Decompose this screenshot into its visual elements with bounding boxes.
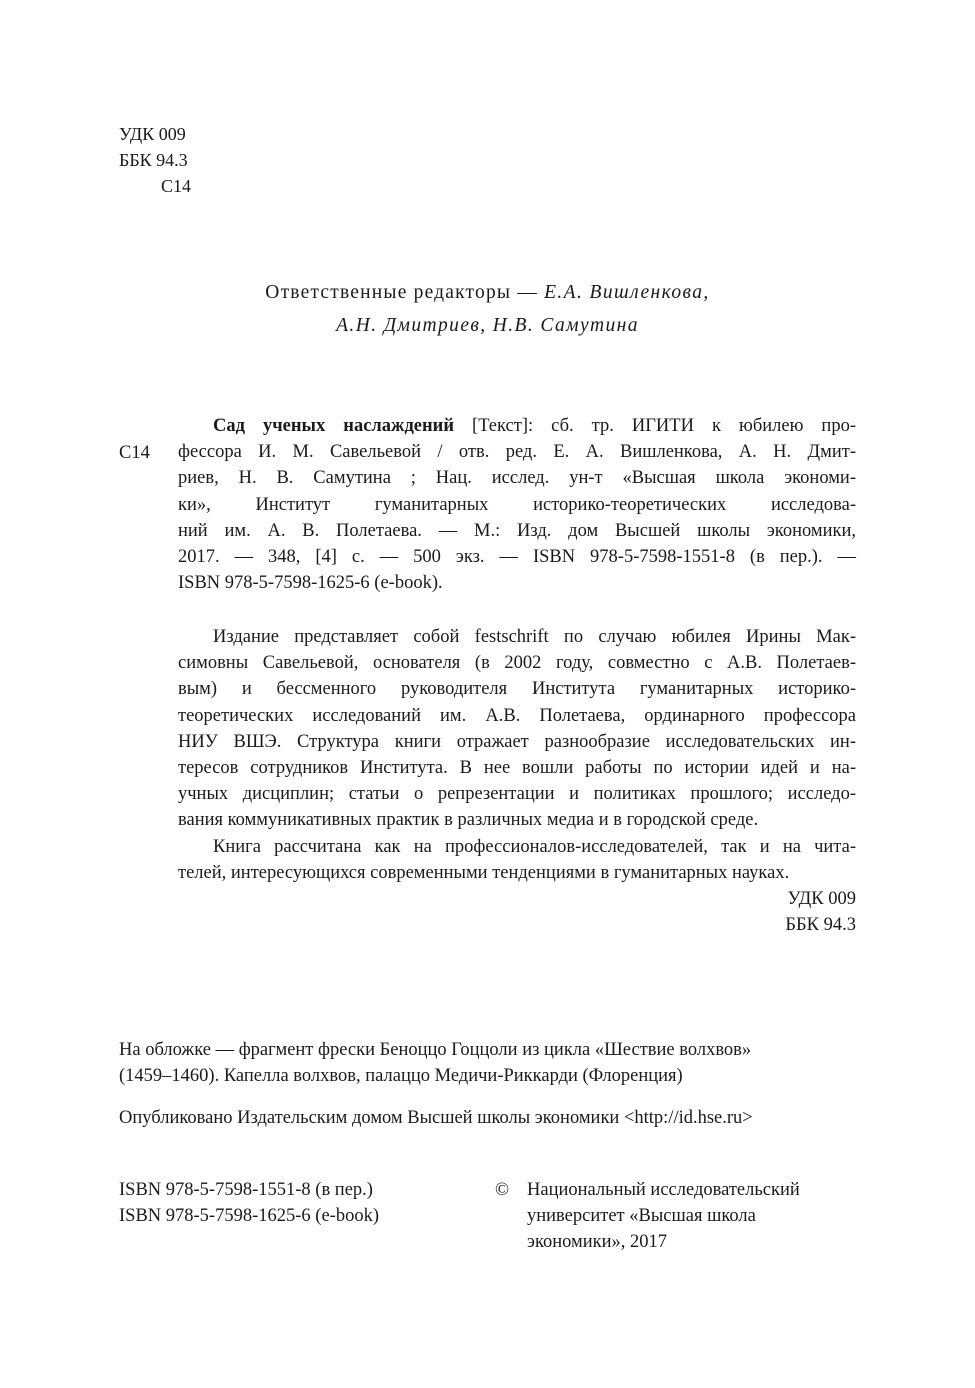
editors-label: Ответственные редакторы —	[265, 282, 545, 303]
udk-code: УДК 009	[119, 124, 186, 144]
editors-names-2: А.Н. Дмитриев, Н.В. Самутина	[336, 315, 639, 336]
annotation-line: Издание представляет собой festschrift по случаю юбилея Ирины Мак-	[213, 627, 856, 647]
annotation-line: вания коммуникативных практик в различных медиа и в городской среде.	[178, 810, 759, 831]
biblio-line: ний им. А. В. Полетаева. — М.: Изд. дом Высшей школы экономики,	[178, 520, 856, 541]
biblio-line: ISBN 978-5-7598-1625-6 (e-book).	[178, 573, 443, 594]
biblio-side-mark: С14	[119, 443, 150, 463]
annotation-line: теоретических исследований им. А.В. Полетаева, ординарного профессора	[178, 705, 856, 726]
isbn-print: ISBN 978-5-7598-1551-8 (в пер.)	[119, 1180, 373, 1200]
editors-line-1	[0, 276, 975, 309]
isbn-block	[119, 1177, 379, 1229]
book-title: Сад ученых наслаждений	[213, 416, 454, 436]
udk-code: УДК 009	[787, 889, 856, 909]
copyright-line: экономики», 2017	[527, 1232, 668, 1252]
annotation-line: Книга рассчитана как на профессионалов-исследователей, так и на чита-	[213, 836, 856, 857]
copyright-line: Национальный исследовательский	[527, 1180, 800, 1200]
biblio-line: 2017. — 348, [4] с. — 500 экз. — ISBN 978-5-7598-1551-8 (в пер.). —	[178, 547, 856, 568]
bbk-code: ББК 94.3	[119, 150, 188, 170]
biblio-line: риев, Н. В. Самутина ; Нац. исслед. ун-т «Высшая школа экономи-	[178, 468, 856, 489]
annotation	[178, 624, 856, 886]
cover-note	[119, 1037, 751, 1089]
biblio-line: Сад ученых наслаждений [Текст]: сб. тр. ИГИТИ к юбилею про-	[213, 416, 856, 436]
copyright-block	[495, 1177, 800, 1255]
bibliographic-description	[178, 413, 856, 596]
editors-block	[0, 276, 975, 342]
annotation-line: телей, интересующихся современными тенденциями в гуманитарных науках.	[178, 862, 790, 883]
biblio-line: ки», Институт гуманитарных историко-теоретических исследова-	[178, 494, 856, 515]
editors-line-2	[0, 309, 975, 342]
copyright-line: университет «Высшая школа	[527, 1206, 756, 1226]
biblio-line: фессора И. М. Савельевой / отв. ред. Е. А. Вишленкова, А. Н. Дмит-	[178, 442, 856, 463]
top-classification-codes	[119, 121, 191, 199]
copyright-holder	[527, 1177, 800, 1255]
annotation-line: НИУ ВШЭ. Структура книги отражает разнообразие исследовательских ин-	[178, 731, 856, 752]
annotation-line: симовны Савельевой, основателя (в 2002 году, совместно с А.В. Полетаев-	[178, 653, 856, 674]
publisher-note: Опубликовано Издательским домом Высшей школы экономики <http://id.hse.ru>	[119, 1108, 753, 1128]
editors-names-1: Е.А. Вишленкова,	[544, 282, 710, 303]
annotation-line: тересов сотрудников Института. В нее вошли работы по истории идей и на-	[178, 758, 856, 779]
cover-note-line: На обложке — фрагмент фрески Беноццо Гоццоли из цикла «Шествие волхвов»	[119, 1040, 752, 1060]
author-mark: С14	[161, 176, 192, 196]
isbn-ebook: ISBN 978-5-7598-1625-6 (e-book)	[119, 1206, 379, 1226]
annotation-line: вым) и бессменного руководителя Института гуманитарных историко-	[178, 679, 856, 700]
copyright-icon: ©	[495, 1180, 510, 1200]
bottom-classification-codes	[700, 886, 856, 938]
bbk-code: ББК 94.3	[785, 915, 856, 935]
annotation-line: учных дисциплин; статьи о репрезентации и политиках прошлого; исследо-	[178, 784, 856, 805]
cover-note-line: (1459–1460). Капелла волхвов, палаццо Медичи-Риккарди (Флоренция)	[119, 1066, 683, 1086]
